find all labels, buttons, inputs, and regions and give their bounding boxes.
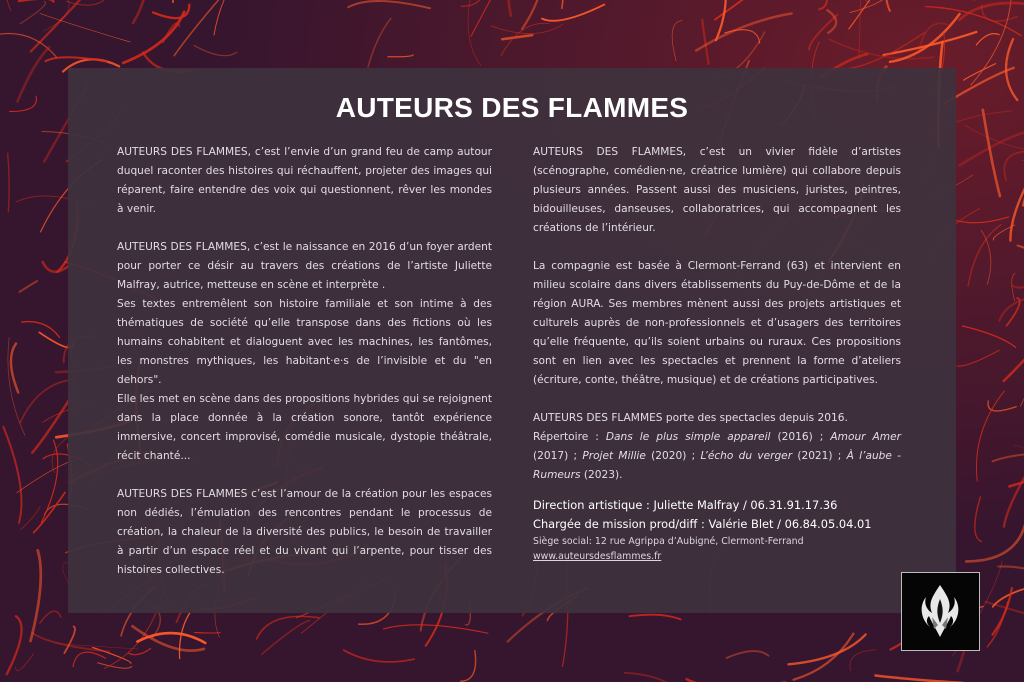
- repertoire-paragraph: [533, 428, 901, 485]
- texts-paragraph: Ses textes entremêlent son histoire familiale et son intime à des thématiques de société qu’elle transpose dans des fictions où les humains cohabitent et dialoguent avec les machines, les fantômes, les monstres mythiques, les habitant·e·s de l’invisible et du "en dehors".: [117, 298, 492, 386]
- flame-logo-icon: [901, 572, 980, 651]
- repertoire-label: Répertoire :: [533, 431, 606, 443]
- company-paragraph: La compagnie est basée à Clermont-Ferrand (63) et intervient en milieu scolaire dans divers établissements du Puy-de-Dôme et de la région AURA. Ses membres mènent aussi des projets artistiques et culturels auprès de non-professionnels et d’usagers des territoires qu’elle fréquente, qu’ils soient urbains ou ruraux. Ces propositions sont en lien avec les spectacles et prennent la forme d’ateliers (écriture, conte, théâtre, musique) et de créations participatives.: [533, 260, 901, 386]
- address: Siège social: 12 rue Agrippa d’Aubigné, Clermont-Ferrand: [533, 536, 804, 547]
- production-role: Chargée de mission prod/diff: [533, 517, 698, 531]
- work-title: À l’aube - Rumeurs: [533, 450, 901, 481]
- work-year: (2023).: [580, 469, 623, 481]
- work-year: (2021) ;: [792, 450, 847, 462]
- work-year: (2017) ;: [533, 450, 583, 462]
- intro-paragraph: AUTEURS DES FLAMMES, c’est l’envie d’un grand feu de camp autour duquel raconter des histoires qui réchauffent, projeter des images qui réparent, faire entendre des voix qui questionnent, rêver les mondes à venir.: [117, 146, 492, 215]
- work-title: L’écho du verger: [700, 450, 793, 462]
- work-title: Amour Amer: [830, 431, 901, 443]
- creation-paragraph: AUTEURS DES FLAMMES c’est l’amour de la création pour les espaces non dédiés, l’émulation des rencontres pendant le processus de création, la chaleur de la diversité des publics, le besoin de travailler à partir d’un espace réel et du vivant qui l’arpente, pour tisser des histoires collectives.: [117, 488, 492, 576]
- page-title: AUTEURS DES FLAMMES: [335, 92, 689, 123]
- production-person: : Valérie Blet / 06.84.05.04.01: [697, 517, 872, 531]
- right-column: [533, 143, 901, 564]
- website-link[interactable]: www.auteursdesflammes.fr: [533, 551, 662, 562]
- work-year: (2020) ;: [645, 450, 701, 462]
- production-contact: [533, 515, 901, 534]
- staging-paragraph: Elle les met en scène dans des propositions hybrides qui se rejoignent dans la place donnée à la création sonore, tantôt expérience immersive, concert improvisé, comédie musicale, dystopie théâtrale, récit chanté...: [117, 393, 492, 462]
- left-column: [117, 143, 492, 580]
- text-panel: [68, 68, 956, 613]
- work-title: Projet Millie: [582, 450, 646, 462]
- shows-paragraph: AUTEURS DES FLAMMES porte des spectacles depuis 2016.: [533, 412, 848, 424]
- work-title: Dans le plus simple appareil: [605, 431, 771, 443]
- artists-paragraph: AUTEURS DES FLAMMES, c’est un vivier fidèle d’artistes (scénographe, comédien·ne, créatrice lumière) qui collabore depuis plusieurs années. Passent aussi des musiciens, juristes, peintres, bidouilleuses, danseuses, collaboratrices, qui accompagnent les créations de l’intérieur.: [533, 146, 901, 234]
- artistic-direction: Direction artistique : Juliette Malfray / 06.31.91.17.36: [533, 498, 838, 512]
- work-year: (2016) ;: [770, 431, 831, 443]
- founding-paragraph: AUTEURS DES FLAMMES, c’est le naissance en 2016 d’un foyer ardent pour porter ce désir au travers des créations de l’artiste Juliette Malfray, autrice, metteuse en scène et interprète .: [117, 241, 492, 291]
